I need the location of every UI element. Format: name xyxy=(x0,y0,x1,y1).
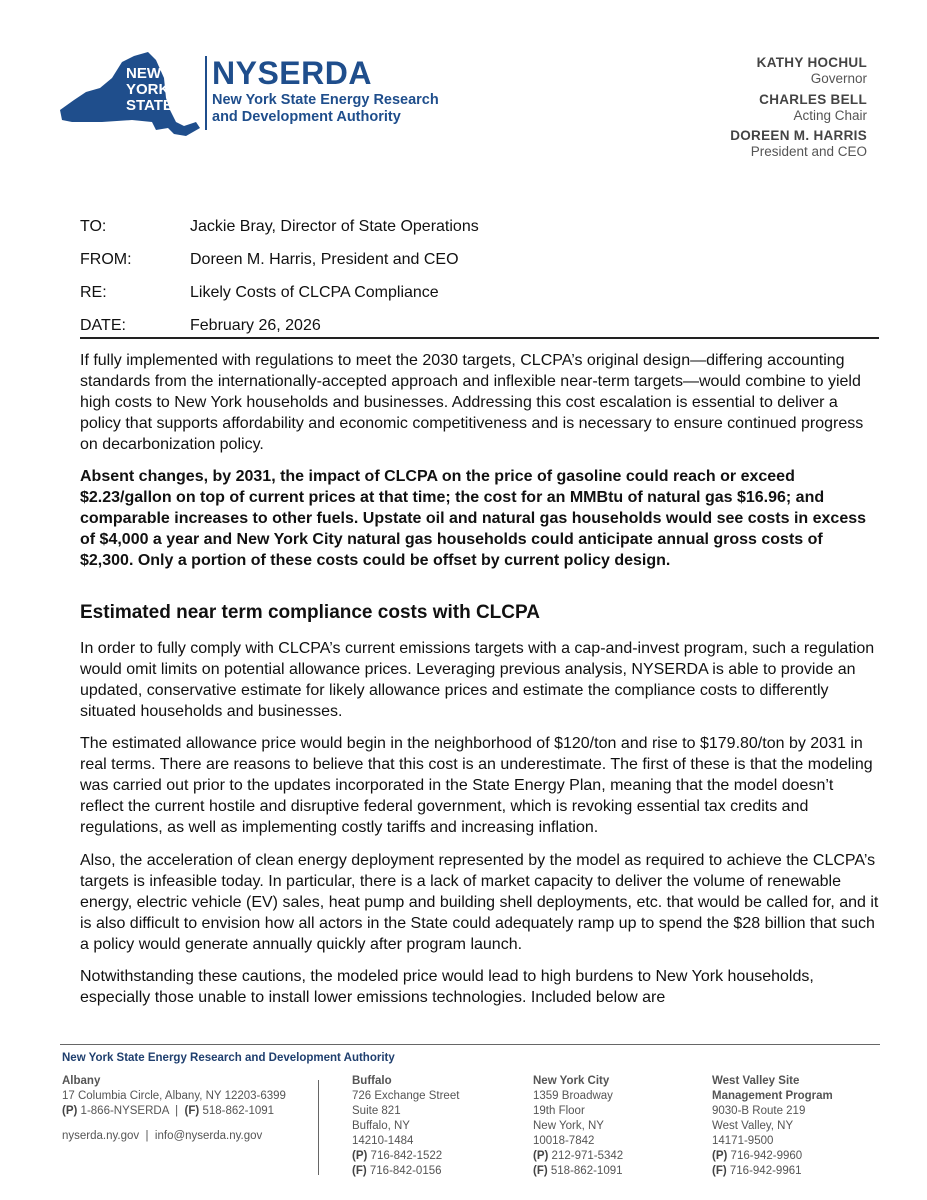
buffalo-heading: Buffalo xyxy=(352,1075,392,1087)
separator: | xyxy=(145,1130,149,1142)
fax-label: (F) xyxy=(712,1165,727,1177)
westvalley-line: 9030-B Route 219 xyxy=(712,1105,806,1117)
fax-label: (F) xyxy=(352,1165,367,1177)
official-title: Acting Chair xyxy=(793,108,867,123)
albany-address: 17 Columbia Circle, Albany, NY 12203-6399 xyxy=(62,1090,286,1102)
logo-word-york: YORK xyxy=(126,81,170,98)
footer-west-valley xyxy=(712,1074,833,1179)
albany-fax: 518-862-1091 xyxy=(202,1105,275,1117)
phone-label: (P) xyxy=(712,1150,728,1162)
buffalo-fax: 716-842-0156 xyxy=(369,1165,442,1177)
nyc-line: 10018-7842 xyxy=(533,1135,595,1147)
footer-nyc xyxy=(533,1074,623,1179)
official-title: Governor xyxy=(810,71,867,86)
westvalley-line: West Valley, NY xyxy=(712,1120,794,1132)
footer-divider xyxy=(318,1080,319,1175)
nyc-fax: 518-862-1091 xyxy=(550,1165,623,1177)
official-name: CHARLES BELL xyxy=(759,92,867,107)
paragraph-cautions: Notwithstanding these cautions, the modeled price would lead to high burdens to New York households, especially those unable to install lower emissions technologies. Included below are xyxy=(80,968,814,1006)
section-heading: Estimated near term compliance costs with CLCPA xyxy=(80,602,540,623)
fax-label: (F) xyxy=(184,1105,200,1117)
to-value: Jackie Bray, Director of State Operations xyxy=(190,218,479,235)
official-title: President and CEO xyxy=(750,144,867,159)
header-rule xyxy=(80,337,879,339)
buffalo-phone: 716-842-1522 xyxy=(370,1150,443,1162)
westvalley-phone: 716-942-9960 xyxy=(730,1150,803,1162)
paragraph-intro: If fully implemented with regulations to meet the 2030 targets, CLCPA’s original design—differing accounting standards from the internationally-accepted approach and inflexible near-term targets—would combine to yield high costs to New York households and businesses. Addressing this cost escalation is essential to deliver a policy that supports affordability and economic competitiveness and is necessary to ensure continued progress on decarbonization policy. xyxy=(80,352,864,453)
nyc-line: 1359 Broadway xyxy=(533,1090,613,1102)
nyc-heading: New York City xyxy=(533,1075,610,1087)
westvalley-line: 14171-9500 xyxy=(712,1135,774,1147)
org-full-name xyxy=(212,92,452,126)
official-acting-chair xyxy=(759,92,867,124)
buffalo-phone-row xyxy=(352,1149,459,1164)
to-label: TO: xyxy=(80,218,107,235)
org-full-line2: and Development Authority xyxy=(212,109,401,125)
albany-contact xyxy=(62,1104,286,1119)
nyc-fax-row xyxy=(533,1164,623,1179)
buffalo-fax-row xyxy=(352,1164,459,1179)
westvalley-heading-line1: West Valley Site xyxy=(712,1075,800,1087)
footer-albany xyxy=(62,1074,286,1144)
buffalo-line: 14210-1484 xyxy=(352,1135,414,1147)
logo-word-state: STATE xyxy=(126,97,173,114)
logo-divider xyxy=(205,56,207,130)
albany-heading: Albany xyxy=(62,1075,101,1087)
nyc-phone-row xyxy=(533,1149,623,1164)
nyc-phone: 212-971-5342 xyxy=(551,1150,624,1162)
fax-label: (F) xyxy=(533,1165,548,1177)
footer-buffalo xyxy=(352,1074,459,1179)
buffalo-line: Suite 821 xyxy=(352,1105,401,1117)
nyc-line: New York, NY xyxy=(533,1120,604,1132)
official-name: DOREEN M. HARRIS xyxy=(730,128,867,143)
re-value: Likely Costs of CLCPA Compliance xyxy=(190,284,439,301)
paragraph-deployment: Also, the acceleration of clean energy deployment represented by the model as required to achieve the CLCPA’s targets is infeasible today. In particular, there is a lack of market capacity to deliver the volume of renewable energy, electric vehicle (EV) sales, heat pump and building shell deployments, etc. that would be called for, and it is also difficult to envision how all actors in the State could adequately ramp up to spend the $28 billion that such a policy would generate annually quickly after program launch. xyxy=(80,852,879,953)
from-value: Doreen M. Harris, President and CEO xyxy=(190,251,459,268)
albany-phone: 1-866-NYSERDA xyxy=(80,1105,169,1117)
logo-word-new: NEW xyxy=(126,65,161,82)
website-link[interactable]: nyserda.ny.gov xyxy=(62,1130,140,1142)
paragraph-allowance-price: The estimated allowance price would begin in the neighborhood of $120/ton and rise to $179.80/ton by 2031 in real terms. There are reasons to believe that this cost is an underestimate. The first of these is that the modeling was carried out prior to the updates incorporated in the State Energy Plan, meaning that the model doesn’t reflect the current hostile and disruptive federal government, which is revoking essential tax credits and regulations, as well as implementing costly tariffs and increasing inflation. xyxy=(80,735,873,836)
official-name: KATHY HOCHUL xyxy=(756,55,867,70)
phone-label: (P) xyxy=(62,1105,78,1117)
official-president xyxy=(730,128,867,160)
buffalo-line: Buffalo, NY xyxy=(352,1120,410,1132)
footer-org-name: New York State Energy Research and Development Authority xyxy=(62,1052,395,1064)
org-acronym: NYSERDA xyxy=(212,55,372,91)
phone-label: (P) xyxy=(352,1150,368,1162)
footer-rule xyxy=(60,1044,880,1045)
nyc-line: 19th Floor xyxy=(533,1105,585,1117)
paragraph-compliance: In order to fully comply with CLCPA’s current emissions targets with a cap-and-invest program, such a regulation would omit limits on potential allowance prices. Leveraging previous analysis, NYSERDA is able to provide an updated, conservative estimate for likely allowance prices and estimate the compliance costs to differently situated households and businesses. xyxy=(80,640,875,720)
new-york-state-logo xyxy=(52,48,202,138)
buffalo-line: 726 Exchange Street xyxy=(352,1090,460,1102)
email-link[interactable]: info@nyserda.ny.gov xyxy=(154,1130,263,1142)
official-governor xyxy=(757,55,867,87)
westvalley-heading-line2: Management Program xyxy=(712,1090,833,1102)
separator: | xyxy=(175,1105,179,1117)
albany-web xyxy=(62,1129,286,1144)
date-label: DATE: xyxy=(80,317,126,334)
phone-label: (P) xyxy=(533,1150,549,1162)
re-label: RE: xyxy=(80,284,107,301)
westvalley-fax-row xyxy=(712,1164,833,1179)
paragraph-summary-bold: Absent changes, by 2031, the impact of CLCPA on the price of gasoline could reach or exceed $2.23/gallon on top of current prices at that time; the cost for an MMBtu of natural gas $16.96; and comparable increases to other fuels. Upstate oil and natural gas households would see costs in excess of $4,000 a year and New York City natural gas households could anticipate annual gross costs of $2,300. Only a portion of these costs could be offset by current policy design. xyxy=(80,468,867,569)
date-value: February 26, 2026 xyxy=(190,317,321,334)
org-full-line1: New York State Energy Research xyxy=(212,92,439,108)
from-label: FROM: xyxy=(80,251,132,268)
westvalley-fax: 716-942-9961 xyxy=(729,1165,802,1177)
westvalley-phone-row xyxy=(712,1149,833,1164)
